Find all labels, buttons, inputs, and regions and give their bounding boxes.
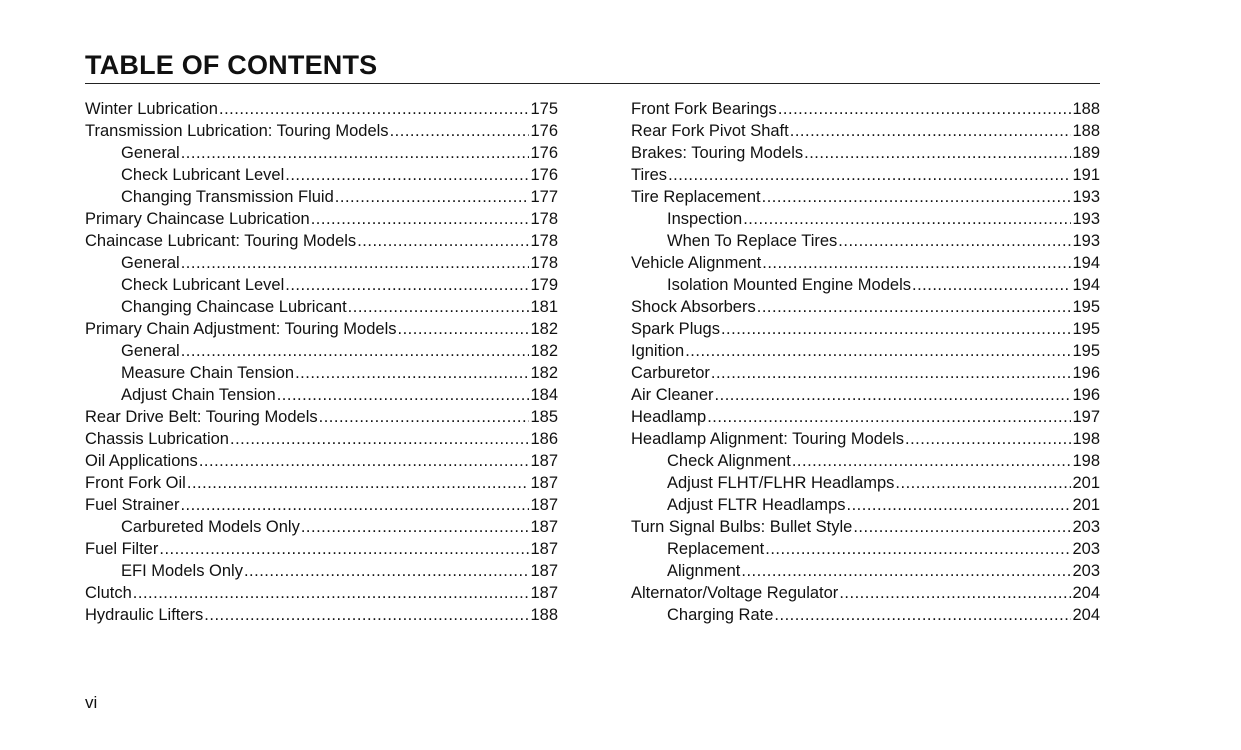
toc-entry-page: 178 bbox=[530, 210, 558, 228]
toc-entry-label: Chassis Lubrication bbox=[85, 430, 229, 448]
dot-leader bbox=[357, 230, 529, 252]
toc-entry-page: 182 bbox=[530, 364, 558, 382]
dot-leader bbox=[762, 186, 1072, 208]
dot-leader bbox=[743, 208, 1071, 230]
toc-entry-page: 176 bbox=[530, 166, 558, 184]
dot-leader bbox=[721, 318, 1072, 340]
toc-entry-page: 198 bbox=[1072, 430, 1100, 448]
toc-entry-page: 182 bbox=[530, 342, 558, 360]
dot-leader bbox=[853, 516, 1071, 538]
dot-leader bbox=[685, 340, 1071, 362]
toc-entry-page: 176 bbox=[530, 144, 558, 162]
toc-entry-label: Oil Applications bbox=[85, 452, 198, 470]
toc-entry[interactable] bbox=[631, 428, 1100, 450]
dot-leader bbox=[741, 560, 1071, 582]
dot-leader bbox=[905, 428, 1071, 450]
toc-entry-label: General bbox=[121, 144, 180, 162]
dot-leader bbox=[180, 494, 529, 516]
dot-leader bbox=[187, 472, 530, 494]
toc-entry-page: 196 bbox=[1072, 364, 1100, 382]
toc-entry[interactable] bbox=[631, 142, 1100, 164]
toc-entry-page: 178 bbox=[530, 254, 558, 272]
toc-entry-label: Check Lubricant Level bbox=[121, 166, 285, 184]
dot-leader bbox=[311, 208, 530, 230]
toc-entry[interactable] bbox=[631, 494, 1100, 516]
toc-entry-label: Charging Rate bbox=[667, 606, 774, 624]
toc-entry-label: Carbureted Models Only bbox=[121, 518, 300, 536]
toc-entry[interactable] bbox=[85, 428, 558, 450]
toc-entry-label: Alternator/Voltage Regulator bbox=[631, 584, 839, 602]
toc-entry-page: 203 bbox=[1072, 518, 1100, 536]
toc-entry-label: Primary Chain Adjustment: Touring Models bbox=[85, 320, 397, 338]
toc-left-column bbox=[85, 98, 558, 626]
dot-leader bbox=[181, 142, 530, 164]
toc-entry[interactable] bbox=[85, 582, 558, 604]
dot-leader bbox=[839, 582, 1071, 604]
toc-entry-label: Fuel Strainer bbox=[85, 496, 180, 514]
dot-leader bbox=[847, 494, 1072, 516]
toc-entry-page: 175 bbox=[530, 100, 558, 118]
dot-leader bbox=[774, 604, 1071, 626]
toc-entry[interactable] bbox=[631, 98, 1100, 120]
toc-entry-label: When To Replace Tires bbox=[667, 232, 838, 250]
toc-entry-page: 187 bbox=[530, 474, 558, 492]
toc-entry-label: Chaincase Lubricant: Touring Models bbox=[85, 232, 357, 250]
toc-entry-label: Front Fork Oil bbox=[85, 474, 186, 492]
toc-entry[interactable] bbox=[85, 186, 558, 208]
dot-leader bbox=[711, 362, 1072, 384]
toc-entry-page: 188 bbox=[530, 606, 558, 624]
toc-entry[interactable] bbox=[631, 406, 1100, 428]
toc-entry[interactable] bbox=[631, 362, 1100, 384]
toc-entry-label: Isolation Mounted Engine Models bbox=[667, 276, 911, 294]
dot-leader bbox=[765, 538, 1071, 560]
toc-entry-label: Inspection bbox=[667, 210, 743, 228]
toc-entry-label: Adjust Chain Tension bbox=[121, 386, 276, 404]
toc-entry-label: Check Lubricant Level bbox=[121, 276, 285, 294]
toc-entry[interactable] bbox=[85, 164, 558, 186]
toc-entry-page: 187 bbox=[530, 584, 558, 602]
toc-entry[interactable] bbox=[85, 318, 558, 340]
dot-leader bbox=[778, 98, 1072, 120]
toc-entry-label: Front Fork Bearings bbox=[631, 100, 777, 118]
toc-entry-page: 198 bbox=[1072, 452, 1100, 470]
toc-entry[interactable] bbox=[85, 98, 558, 120]
toc-entry-page: 196 bbox=[1072, 386, 1100, 404]
toc-entry-page: 177 bbox=[530, 188, 558, 206]
toc-entry[interactable] bbox=[85, 340, 558, 362]
toc-entry-page: 193 bbox=[1072, 210, 1100, 228]
dot-leader bbox=[181, 340, 530, 362]
toc-entry-page: 204 bbox=[1072, 606, 1100, 624]
toc-entry-page: 189 bbox=[1072, 144, 1100, 162]
toc-entry-label: Adjust FLHT/FLHR Headlamps bbox=[667, 474, 895, 492]
toc-entry[interactable] bbox=[85, 406, 558, 428]
toc-entry-page: 187 bbox=[530, 518, 558, 536]
toc-entry-page: 194 bbox=[1072, 254, 1100, 272]
dot-leader bbox=[348, 296, 530, 318]
dot-leader bbox=[319, 406, 530, 428]
toc-entry[interactable] bbox=[631, 604, 1100, 626]
toc-entry[interactable] bbox=[85, 296, 558, 318]
toc-entry-page: 188 bbox=[1072, 122, 1100, 140]
toc-entry[interactable] bbox=[85, 208, 558, 230]
dot-leader bbox=[199, 450, 530, 472]
toc-entry[interactable] bbox=[85, 538, 558, 560]
toc-entry-page: 176 bbox=[530, 122, 558, 140]
toc-entry[interactable] bbox=[85, 450, 558, 472]
toc-entry[interactable] bbox=[631, 230, 1100, 252]
toc-entry-label: Brakes: Touring Models bbox=[631, 144, 804, 162]
toc-entry-label: General bbox=[121, 342, 180, 360]
toc-entry-label: Headlamp bbox=[631, 408, 707, 426]
dot-leader bbox=[398, 318, 530, 340]
toc-entry-label: General bbox=[121, 254, 180, 272]
toc-entry[interactable] bbox=[631, 252, 1100, 274]
toc-entry[interactable] bbox=[631, 120, 1100, 142]
title-divider bbox=[85, 83, 1100, 84]
toc-entry[interactable] bbox=[85, 230, 558, 252]
dot-leader bbox=[838, 230, 1071, 252]
toc-entry-page: 191 bbox=[1072, 166, 1100, 184]
toc-entry-page: 197 bbox=[1072, 408, 1100, 426]
toc-entry-label: Rear Drive Belt: Touring Models bbox=[85, 408, 318, 426]
toc-entry[interactable] bbox=[631, 164, 1100, 186]
toc-entry-label: Vehicle Alignment bbox=[631, 254, 762, 272]
toc-entry-label: Measure Chain Tension bbox=[121, 364, 295, 382]
dot-leader bbox=[219, 98, 529, 120]
dot-leader bbox=[757, 296, 1072, 318]
toc-entry-label: Adjust FLTR Headlamps bbox=[667, 496, 846, 514]
toc-entry-label: Air Cleaner bbox=[631, 386, 714, 404]
toc-entry[interactable] bbox=[85, 516, 558, 538]
toc-entry-page: 185 bbox=[530, 408, 558, 426]
toc-entry-label: Turn Signal Bulbs: Bullet Style bbox=[631, 518, 853, 536]
page-title: TABLE OF CONTENTS bbox=[85, 50, 378, 80]
dot-leader bbox=[912, 274, 1071, 296]
toc-entry-page: 201 bbox=[1072, 496, 1100, 514]
dot-leader bbox=[230, 428, 529, 450]
dot-leader bbox=[792, 450, 1072, 472]
page-number: vi bbox=[85, 693, 98, 712]
toc-entry[interactable] bbox=[631, 560, 1100, 582]
toc-entry[interactable] bbox=[85, 274, 558, 296]
toc-entry-label: Hydraulic Lifters bbox=[85, 606, 204, 624]
toc-entry[interactable] bbox=[85, 604, 558, 626]
toc-entry-page: 184 bbox=[530, 386, 558, 404]
toc-entry[interactable] bbox=[85, 252, 558, 274]
toc-entry-page: 178 bbox=[530, 232, 558, 250]
dot-leader bbox=[707, 406, 1071, 428]
toc-entry[interactable] bbox=[631, 296, 1100, 318]
toc-entry-label: Headlamp Alignment: Touring Models bbox=[631, 430, 905, 448]
toc-entry-label: Shock Absorbers bbox=[631, 298, 756, 316]
toc-entry[interactable] bbox=[631, 538, 1100, 560]
toc-entry-page: 195 bbox=[1072, 320, 1100, 338]
toc-entry-label: Tires bbox=[631, 166, 668, 184]
toc-entry-label: Changing Chaincase Lubricant bbox=[121, 298, 347, 316]
toc-entry-label: Tire Replacement bbox=[631, 188, 761, 206]
toc-entry-label: Clutch bbox=[85, 584, 132, 602]
toc-entry-label: Ignition bbox=[631, 342, 685, 360]
toc-entry-label: Spark Plugs bbox=[631, 320, 720, 338]
dot-leader bbox=[390, 120, 530, 142]
toc-entry[interactable] bbox=[631, 472, 1100, 494]
toc-entry-page: 194 bbox=[1072, 276, 1100, 294]
toc-entry-page: 186 bbox=[530, 430, 558, 448]
toc-entry-page: 204 bbox=[1072, 584, 1100, 602]
toc-entry[interactable] bbox=[631, 450, 1100, 472]
toc-entry-page: 179 bbox=[530, 276, 558, 294]
toc-entry[interactable] bbox=[631, 186, 1100, 208]
toc-entry-label: Rear Fork Pivot Shaft bbox=[631, 122, 789, 140]
dot-leader bbox=[295, 362, 529, 384]
toc-entry-page: 187 bbox=[530, 496, 558, 514]
toc-entry[interactable] bbox=[85, 362, 558, 384]
toc-entry-page: 203 bbox=[1072, 540, 1100, 558]
toc-entry-label: Check Alignment bbox=[667, 452, 791, 470]
dot-leader bbox=[204, 604, 529, 626]
toc-entry-label: Replacement bbox=[667, 540, 765, 558]
toc-entry-page: 195 bbox=[1072, 298, 1100, 316]
toc-entry-label: Transmission Lubrication: Touring Models bbox=[85, 122, 389, 140]
dot-leader bbox=[181, 252, 530, 274]
dot-leader bbox=[159, 538, 529, 560]
toc-entry[interactable] bbox=[85, 384, 558, 406]
toc-entry-label: Winter Lubrication bbox=[85, 100, 218, 118]
toc-entry[interactable] bbox=[85, 494, 558, 516]
toc-entry-label: Fuel Filter bbox=[85, 540, 159, 558]
toc-entry-label: EFI Models Only bbox=[121, 562, 243, 580]
dot-leader bbox=[285, 164, 529, 186]
dot-leader bbox=[804, 142, 1071, 164]
dot-leader bbox=[790, 120, 1072, 142]
toc-entry[interactable] bbox=[631, 274, 1100, 296]
dot-leader bbox=[133, 582, 530, 604]
toc-entry[interactable] bbox=[631, 582, 1100, 604]
toc-right-column bbox=[631, 98, 1100, 626]
dot-leader bbox=[668, 164, 1071, 186]
toc-entry[interactable] bbox=[631, 384, 1100, 406]
dot-leader bbox=[301, 516, 530, 538]
toc-entry-page: 193 bbox=[1072, 188, 1100, 206]
toc-entry-page: 195 bbox=[1072, 342, 1100, 360]
toc-entry[interactable] bbox=[85, 560, 558, 582]
dot-leader bbox=[895, 472, 1071, 494]
toc-entry-page: 187 bbox=[530, 562, 558, 580]
toc-entry-page: 188 bbox=[1072, 100, 1100, 118]
dot-leader bbox=[715, 384, 1072, 406]
toc-entry-label: Changing Transmission Fluid bbox=[121, 188, 334, 206]
dot-leader bbox=[335, 186, 530, 208]
toc-entry[interactable] bbox=[631, 208, 1100, 230]
toc-entry[interactable] bbox=[85, 120, 558, 142]
dot-leader bbox=[762, 252, 1071, 274]
toc-entry-page: 201 bbox=[1072, 474, 1100, 492]
toc-entry-page: 193 bbox=[1072, 232, 1100, 250]
toc-entry-page: 187 bbox=[530, 540, 558, 558]
toc-entry[interactable] bbox=[631, 516, 1100, 538]
toc-entry[interactable] bbox=[631, 340, 1100, 362]
dot-leader bbox=[244, 560, 530, 582]
toc-entry-label: Carburetor bbox=[631, 364, 710, 382]
dot-leader bbox=[285, 274, 529, 296]
toc-entry-page: 203 bbox=[1072, 562, 1100, 580]
toc-entry[interactable] bbox=[631, 318, 1100, 340]
dot-leader bbox=[277, 384, 530, 406]
toc-entry-page: 181 bbox=[530, 298, 558, 316]
toc-entry-label: Primary Chaincase Lubrication bbox=[85, 210, 310, 228]
toc-entry[interactable] bbox=[85, 142, 558, 164]
toc-entry[interactable] bbox=[85, 472, 558, 494]
toc-entry-label: Alignment bbox=[667, 562, 741, 580]
toc-entry-page: 187 bbox=[530, 452, 558, 470]
toc-entry-page: 182 bbox=[530, 320, 558, 338]
